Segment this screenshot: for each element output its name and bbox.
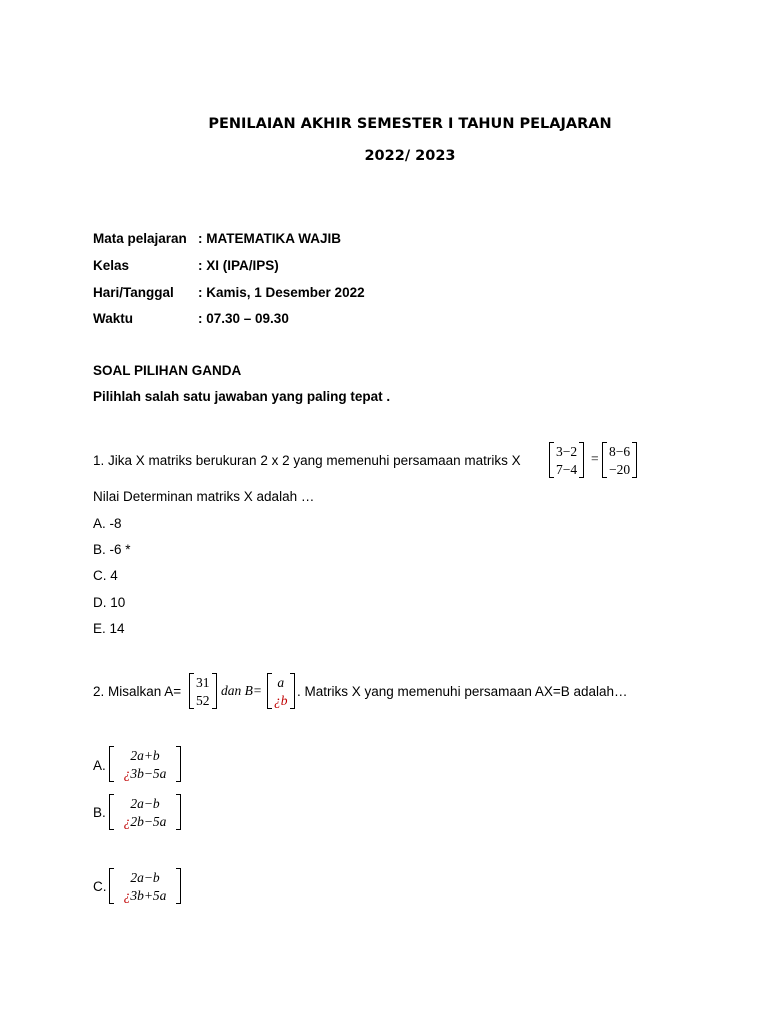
matrix-row: a	[277, 674, 285, 690]
matrix-row	[116, 765, 174, 782]
matrix-row: 52	[196, 692, 210, 708]
subject-value: : MATEMATIKA WAJIB	[198, 231, 341, 246]
time-value: : 07.30 – 09.30	[198, 311, 289, 326]
matrix-row: −20	[609, 461, 631, 477]
matrix-row: 3−2	[556, 443, 578, 459]
q2-option-c-label: C.	[93, 879, 107, 894]
option-d: D. 10	[93, 595, 126, 610]
option-e: E. 14	[93, 621, 125, 636]
date-label: Hari/Tanggal	[93, 285, 174, 300]
equals-sign: =	[591, 451, 599, 466]
subject-label: Mata pelajaran	[93, 231, 187, 246]
question-2-text-pre: 2. Misalkan A=	[93, 684, 182, 699]
academic-year: 2022/ 2023	[364, 148, 456, 164]
matrix-row: ¿b	[274, 692, 288, 708]
date-value: : Kamis, 1 Desember 2022	[198, 285, 365, 300]
q2-option-b-matrix	[109, 794, 181, 830]
question-2-matrix-b	[267, 673, 295, 709]
matrix-row	[116, 813, 174, 830]
matrix-row	[116, 887, 174, 904]
question-2-text-post: . Matriks X yang memenuhi persamaan AX=B adalah…	[297, 684, 628, 699]
question-1-text: 1. Jika X matriks berukuran 2 x 2 yang memenuhi persamaan matriks X	[93, 453, 521, 468]
inverted-question-mark: ¿	[123, 765, 131, 781]
matrix-row: 2a−b	[130, 869, 160, 885]
option-c: C. 4	[93, 568, 118, 583]
section-instruction: Pilihlah salah satu jawaban yang paling tepat .	[93, 389, 391, 404]
q2-option-a-matrix	[109, 746, 181, 782]
class-label: Kelas	[93, 258, 130, 273]
matrix-row-value: 3b−5a	[130, 765, 167, 781]
page-title: PENILAIAN AKHIR SEMESTER I TAHUN PELAJARAN	[208, 116, 612, 132]
matrix-row: 2a+b	[130, 747, 160, 763]
question-2-dan-b: dan B=	[221, 683, 262, 698]
class-value: : XI (IPA/IPS)	[198, 258, 279, 273]
q2-option-c-matrix	[109, 868, 181, 904]
section-heading: SOAL PILIHAN GANDA	[93, 363, 242, 378]
question-1-matrix-b	[602, 442, 637, 478]
q2-option-b-label: B.	[93, 805, 106, 820]
option-b: B. -6 *	[93, 542, 131, 557]
question-1-prompt: Nilai Determinan matriks X adalah …	[93, 489, 315, 504]
matrix-row: 7−4	[556, 461, 578, 477]
matrix-row: 31	[196, 674, 210, 690]
option-a: A. -8	[93, 516, 122, 531]
question-1-matrix-a	[549, 442, 584, 478]
q2-option-a-label: A.	[93, 758, 106, 773]
question-2-matrix-a	[189, 673, 217, 709]
matrix-row-value: 3b+5a	[130, 887, 167, 903]
matrix-row: 2a−b	[130, 795, 160, 811]
inverted-question-mark: ¿	[123, 813, 131, 829]
time-label: Waktu	[93, 311, 133, 326]
matrix-row: 8−6	[609, 443, 631, 459]
inverted-question-mark: ¿	[123, 887, 131, 903]
matrix-row-value: 2b−5a	[130, 813, 167, 829]
